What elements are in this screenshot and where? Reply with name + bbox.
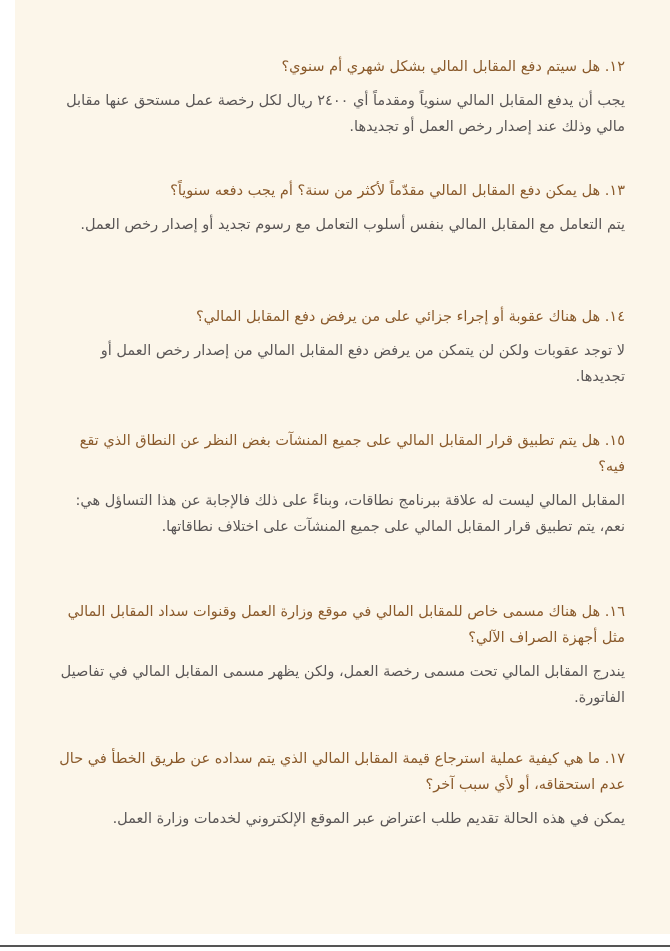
faq-item-12: [55, 54, 625, 140]
faq-question: ١٣. هل يمكن دفع المقابل المالي مقدّماً لأكثر من سنة؟ أم يجب دفعه سنوياً؟: [170, 183, 625, 199]
faq-item-14: [55, 304, 625, 390]
faq-answer: يمكن في هذه الحالة تقديم طلب اعتراض عبر الموقع الإلكتروني لخدمات وزارة العمل.: [112, 811, 625, 827]
faq-item-16: [55, 599, 625, 711]
faq-answer: يندرج المقابل المالي تحت مسمى رخصة العمل، ولكن يظهر مسمى المقابل المالي في تفاصيل الفاتورة.: [60, 664, 625, 706]
faq-item-17: [55, 746, 625, 832]
faq-item-15: [55, 428, 625, 540]
faq-question: ١٢. هل سيتم دفع المقابل المالي بشكل شهري أم سنوي؟: [281, 59, 625, 75]
faq-question: ١٤. هل هناك عقوبة أو إجراء جزائي على من يرفض دفع المقابل المالي؟: [195, 309, 625, 325]
faq-answer: المقابل المالي ليست له علاقة ببرنامج نطاقات، وبناءً على ذلك فالإجابة عن هذا التساؤل هي: نعم، يتم تطبيق قرار المقابل المالي على جميع المنشآت على اختلاف نطاقاتها.: [75, 493, 625, 535]
faq-answer: لا توجد عقوبات ولكن لن يتمكن من يرفض دفع المقابل المالي من إصدار رخص العمل أو تجديدها.: [100, 343, 625, 385]
faq-question: ١٦. هل هناك مسمى خاص للمقابل المالي في موقع وزارة العمل وقنوات سداد المقابل المالي مثل أجهزة الصراف الآلي؟: [67, 604, 625, 646]
faq-item-13: [55, 178, 625, 238]
page-bottom-rule: [0, 945, 670, 947]
faq-question: ١٥. هل يتم تطبيق قرار المقابل المالي على جميع المنشآت بغض النظر عن النطاق الذي تقع فيه؟: [79, 433, 625, 475]
faq-answer: يتم التعامل مع المقابل المالي بنفس أسلوب التعامل مع رسوم تجديد أو إصدار رخص العمل.: [80, 217, 625, 233]
faq-question: ١٧. ما هي كيفية عملية استرجاع قيمة المقابل المالي الذي يتم سداده عن طريق الخطأ في حال عدم استحقاقه، أو لأي سبب آخر؟: [59, 751, 625, 793]
faq-answer: يجب أن يدفع المقابل المالي سنوياً ومقدماً أي ٢٤٠٠ ريال لكل رخصة عمل مستحق عنها مقابل مالي وذلك عند إصدار رخص العمل أو تجديدها.: [66, 93, 625, 135]
